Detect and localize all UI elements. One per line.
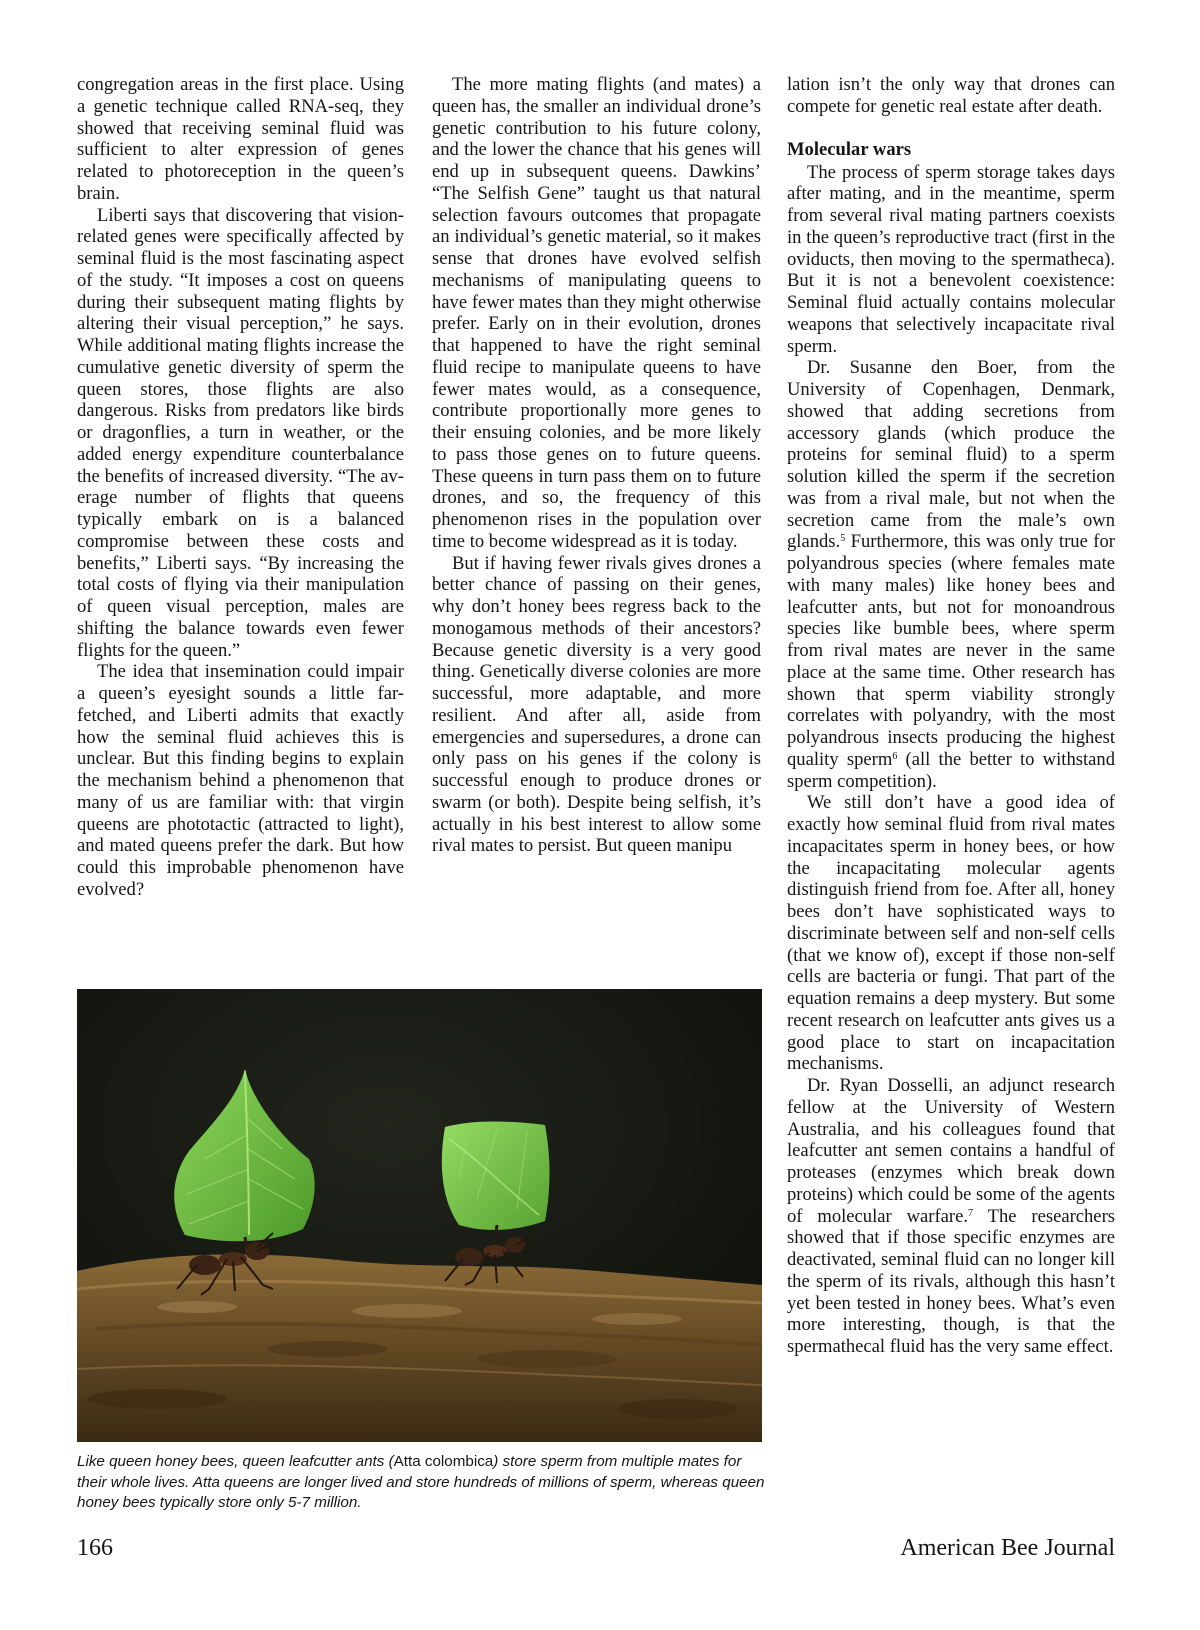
text-column-2 bbox=[432, 74, 761, 857]
paragraph-text: Dr. Ryan Dosselli, an adjunct research fellow at the University of Western Australia, and his colleagues found that leafcutter ant semen contains a handful of proteases (enzymes which break down proteins) which could be some of the agents of molecular warfare. bbox=[787, 1075, 1115, 1227]
paragraph bbox=[787, 357, 1115, 792]
paragraph: We still don’t have a good idea of exactly how seminal fluid from rival mates incapacitates sperm in honey bees, or how the incapacitating molecular agents distinguish friend from foe. After all, honey bees don’t have sophisticated ways to discriminate between self and non-self cells (that we know of), except if those non-self cells are bacteria or fungi. That part of the equation remains a deep mystery. But some recent research on leafcutter ants gives us a good place to start on incapacitation mechanisms. bbox=[787, 792, 1115, 1075]
paragraph: But if having fewer rivals gives drones a better chance of passing on their genes, why don’t honey bees regress back to the monogamous methods of their ancestors? Because genetic diversity is a very good thing. Genetically diverse colonies are more successful, more adaptable, and more resilient. And after all, aside from emergencies and supersedures, a drone can only pass on his genes if the colony is successful enough to produce drones or swarm (or both). Despite being selfish, it’s actually in his best interest to allow some rival mates to persist. But queen manipu bbox=[432, 552, 761, 857]
paragraph: lation isn’t the only way that drones can compete for genetic real estate after death. bbox=[787, 74, 1115, 117]
reference-marker: 7 bbox=[968, 1207, 974, 1219]
journal-name: American Bee Journal bbox=[900, 1535, 1115, 1561]
text-column-1 bbox=[77, 74, 404, 901]
paragraph-text: Dr. Susanne den Boer, from the University of Copenhagen, Denmark, showed that adding secretions from accessory glands (which produce the proteins for seminal fluid) to a sperm solution killed the sperm if the secretion was from a rival male, but not when the secretion came from the male’s own glands. bbox=[787, 357, 1115, 553]
page-number: 166 bbox=[77, 1535, 113, 1561]
caption-text: Like queen honey bees, queen leafcutter ants ( bbox=[77, 1453, 394, 1470]
caption-text: ) store sperm from multiple mates for their whole lives. Atta queens are longer lived and store hundreds of millions of sperm, whereas queen honey bees typically store only 5-7 million. bbox=[77, 1453, 765, 1511]
figure-caption bbox=[77, 1452, 767, 1514]
paragraph: The more mating flights (and mates) a queen has, the smaller an individual drone’s genetic contribution to his future colony, and the lower the chance that his genes will end up in subsequent queens. Dawkins’ “The Selfish Gene” taught us that natural selection favours outcomes that propagate an individual’s genetic material, so it makes sense that drones have evolved selfish mechanisms of manipulating queens to have fewer mates than they might otherwise prefer. Early on in their evolution, drones that happened to have the right seminal fluid recipe to manipulate queens to have fewer mates would, as a consequence, contribute proportionally more genes to their ensuing colonies, and be more likely to pass those genes on to future queens. These queens in turn pass them on to future drones, and so, the frequency of this phenomenon rises in the population over time to become widespread as it is today. bbox=[432, 74, 761, 552]
paragraph-text: (all the better to withstand sperm competition). bbox=[787, 748, 1115, 792]
paragraph: The process of sperm storage takes days after mating, and in the meantime, sperm from several rival mating partners coexists in the queen’s reproductive tract (first in the oviducts, then moving to the spermatheca). But it is not a benevolent coexistence: Seminal fluid actually contains molecular weapons that selectively incapacitate rival sperm. bbox=[787, 161, 1115, 357]
leafcutter-ants-photo bbox=[77, 989, 762, 1442]
paragraph: The idea that insemination could impair a queen’s eyesight sounds a little far-fetched, and Liberti admits that exactly how the seminal fluid achieves this is unclear. But this finding begins to explain the mechanism behind a phenomenon that many of us are familiar with: that virgin queens are phototactic (attracted to light), and mated queens prefer the dark. But how could this improbable phenomenon have evolved? bbox=[77, 661, 404, 900]
text-column-3 bbox=[787, 74, 1115, 1358]
section-heading: Molecular wars bbox=[787, 138, 912, 160]
reference-marker: 5 bbox=[840, 533, 846, 545]
paragraph-text: Furthermore, this was only true for polyandrous species (where females mate with many males) like honey bees and leafcutter ants, but not for monoandrous species like bumble bees, where sperm from rival mates are never in the same place at the same time. Other research has shown that sperm viability strongly correlates with polyandry, with the most polyandrous insects producing the highest quality sperm bbox=[787, 531, 1115, 770]
paragraph: Liberti says that discovering that vision-related genes were specifically affected by seminal fluid is the most fascinating aspect of the study. “It imposes a cost on queens during their subsequent mating flights by altering their visual perception,” he says. While additional mating flights increase the cumulative genetic diversity of sperm the queen stores, those flights are also dangerous. Risks from predators like birds or dragonflies, a turn in weather, or the added energy expenditure counterbalance the benefits of increased diversity. “The average number of flights that queens typically embark on is a balanced compromise between these costs and benefits,” Liberti says. “By increasing the total costs of flying via their manipulation of queen visual perception, males are shifting the balance towards even fewer flights for the queen.” bbox=[77, 204, 404, 661]
caption-species: Atta colombica bbox=[393, 1453, 494, 1470]
paragraph: congregation areas in the first place. Using a genetic technique called RNA-seq, they showed that receiving seminal fluid was sufficient to alter expression of genes related to photoreception in the queen’s brain. bbox=[77, 74, 404, 204]
paragraph-text: The researchers showed that if those specific enzymes are deactivated, seminal fluid can no longer kill the sperm of its rivals, although this hasn’t yet been tested in honey bees. What’s even more interesting, though, is that the spermathecal fluid has the very same effect. bbox=[787, 1205, 1115, 1357]
reference-marker: 6 bbox=[892, 750, 898, 762]
paragraph bbox=[787, 1075, 1115, 1358]
